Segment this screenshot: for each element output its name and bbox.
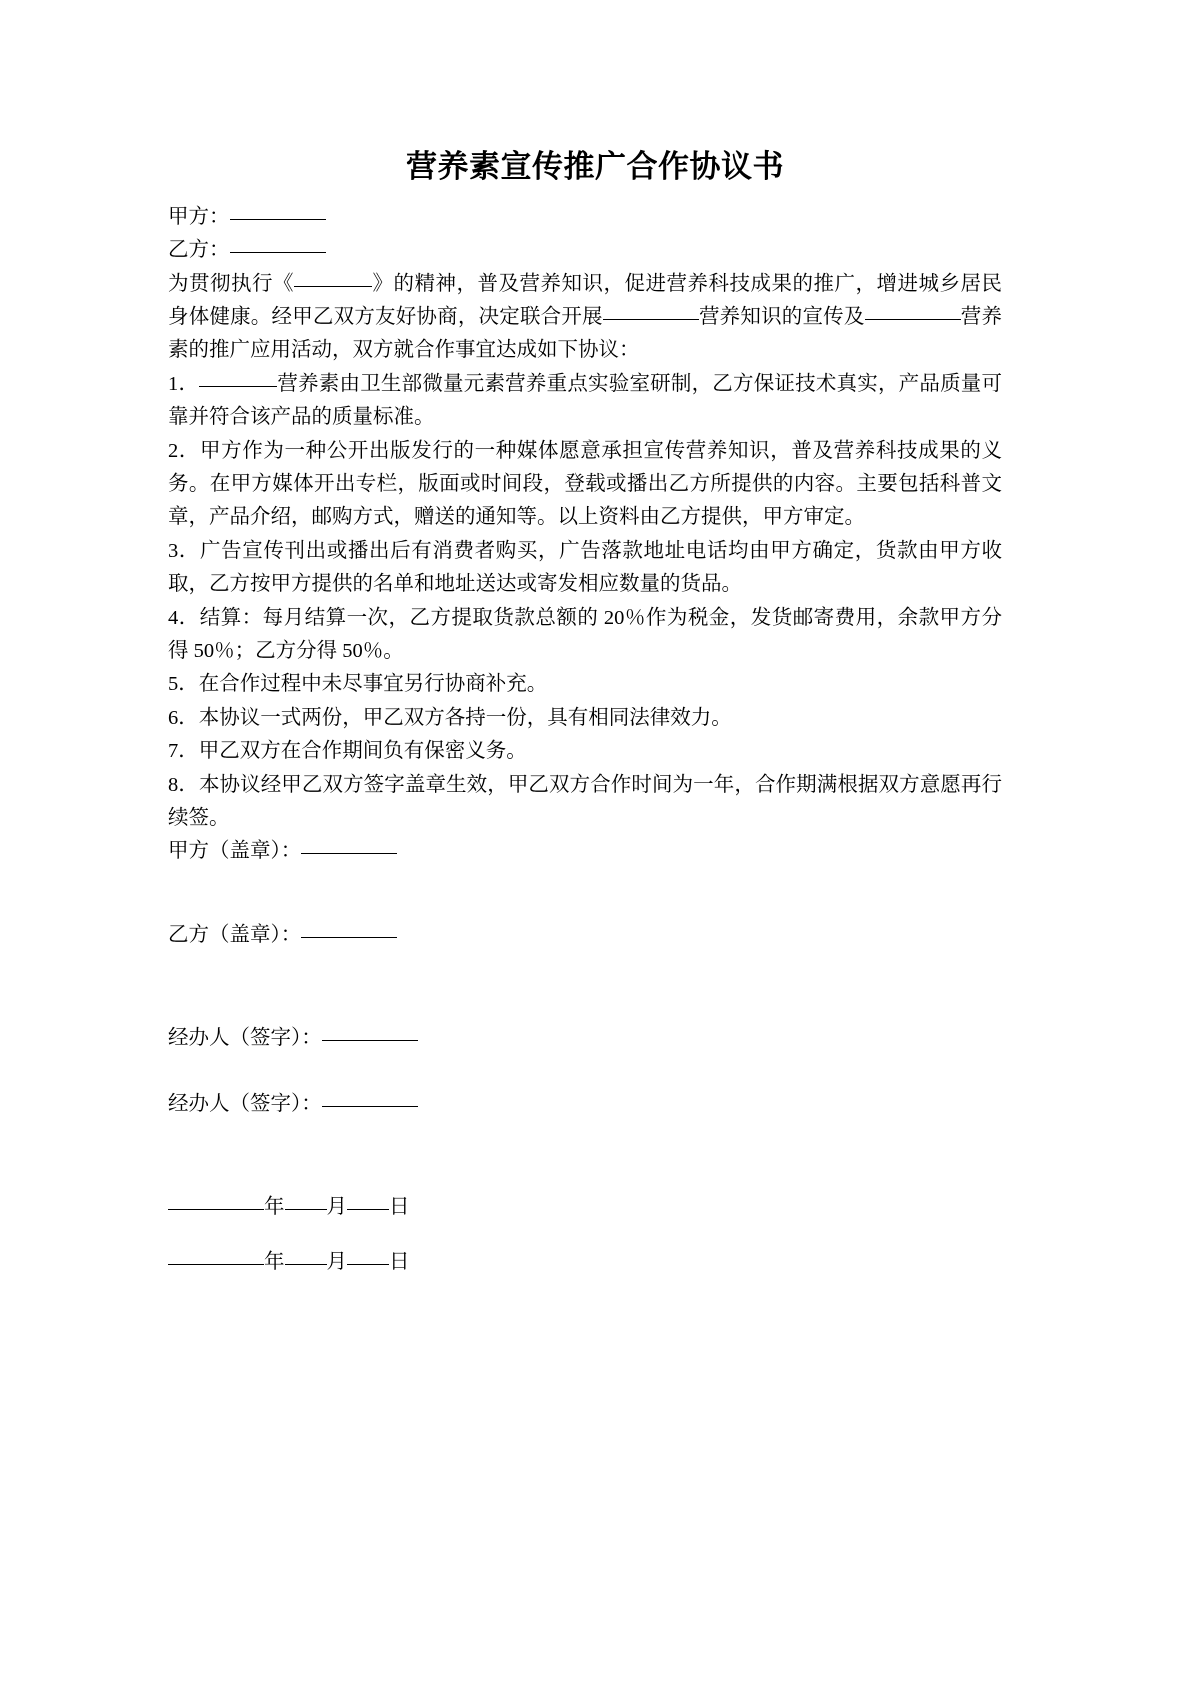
clause-1-number: 1． — [168, 372, 200, 395]
clause-4 — [168, 602, 1002, 669]
clause-1-text: 营养素由卫生部微量元素营养重点实验室研制，乙方保证技术真实，产品质量可靠并符合该产品的质量标准。 — [168, 372, 1003, 429]
handler-1-line — [168, 1022, 1002, 1055]
preamble-seg2: 》的精神，普及营养知识，促进营养科技成果的推广，增进城乡居民身体健康。经甲乙双方友好协商，决定联合开展 — [168, 272, 1002, 328]
preamble-seg3: 营养知识的宣传及 — [698, 305, 865, 328]
party-b-line — [168, 234, 1002, 267]
date-line-1 — [168, 1191, 1002, 1224]
spacer — [168, 869, 1002, 919]
clause-3 — [168, 535, 1002, 602]
clause-8-text: 本协议经甲乙双方签字盖章生效，甲乙双方合作时间为一年，合作期满根据双方意愿再行续签。 — [168, 773, 1002, 830]
clause-4-number: 4． — [168, 606, 200, 629]
party-a-label: 甲方： — [168, 205, 230, 228]
preamble-blank-regulation[interactable] — [294, 286, 372, 287]
clause-2-number: 2． — [168, 439, 200, 462]
handler-1-label: 经办人（签字）： — [168, 1027, 322, 1050]
clause-1-blank[interactable] — [199, 386, 277, 387]
clause-8 — [168, 769, 1002, 836]
clause-6-number: 6． — [168, 706, 199, 729]
clause-5-text: 在合作过程中未尽事宜另行协商补充。 — [198, 673, 548, 696]
party-a-seal-label: 甲方（盖章）： — [168, 840, 302, 863]
preamble-blank-topic[interactable] — [603, 319, 699, 320]
party-a-seal-line — [168, 835, 1002, 868]
clause-1 — [168, 368, 1002, 435]
date-1-day-char: 日 — [389, 1196, 410, 1219]
spacer — [168, 952, 1002, 1022]
document-body — [0, 187, 1190, 836]
spacer — [168, 1056, 1002, 1088]
preamble-seg1: 为贯彻执行《 — [168, 272, 294, 295]
date-2-year-blank[interactable] — [168, 1264, 264, 1265]
clause-4-text: 结算：每月结算一次，乙方提取货款总额的 20％作为税金，发货邮寄费用，余款甲方分得 50％；乙方分得 50％。 — [168, 606, 1003, 663]
date-1-year-char: 年 — [264, 1196, 285, 1219]
party-a-blank[interactable] — [230, 219, 326, 220]
clause-3-text: 广告宣传刊出或播出后有消费者购买，广告落款地址电话均由甲方确定，货款由甲方收取，乙方按甲方提供的名单和地址送达或寄发相应数量的货品。 — [168, 539, 1003, 596]
clause-7-text: 甲乙双方在合作期间负有保密义务。 — [198, 740, 527, 763]
page-title: 营养素宣传推广合作协议书 — [406, 149, 784, 184]
handler-2-blank[interactable] — [322, 1106, 418, 1107]
clause-2 — [168, 435, 1002, 535]
clause-5 — [168, 668, 1002, 701]
signature-block — [0, 835, 1190, 1278]
date-1-day-blank[interactable] — [347, 1209, 389, 1210]
clause-6-text: 本协议一式两份，甲乙双方各持一份，具有相同法律效力。 — [198, 706, 732, 729]
handler-2-line — [168, 1088, 1002, 1121]
date-1-year-blank[interactable] — [168, 1209, 264, 1210]
date-2-day-blank[interactable] — [347, 1264, 389, 1265]
spacer — [168, 1225, 1002, 1246]
clause-7-number: 7． — [168, 740, 199, 763]
date-2-day-char: 日 — [389, 1250, 410, 1273]
clause-5-number: 5． — [168, 673, 199, 696]
preamble-blank-nutrient[interactable] — [865, 319, 961, 320]
clause-7 — [168, 735, 1002, 768]
party-b-label: 乙方： — [168, 239, 230, 262]
clause-6 — [168, 702, 1002, 735]
spacer — [168, 1121, 1002, 1191]
date-2-month-char: 月 — [326, 1250, 347, 1273]
date-2-year-char: 年 — [264, 1250, 285, 1273]
date-line-2 — [168, 1246, 1002, 1279]
clause-2-text: 甲方作为一种公开出版发行的一种媒体愿意承担宣传营养知识，普及营养科技成果的义务。在甲方媒体开出专栏，版面或时间段，登载或播出乙方所提供的内容。主要包括科普文章，产品介绍，邮购方式，赠送的通知等。以上资料由乙方提供，甲方审定。 — [168, 439, 1003, 529]
clause-3-number: 3． — [168, 539, 200, 562]
party-a-seal-blank[interactable] — [301, 853, 397, 854]
handler-1-blank[interactable] — [322, 1040, 418, 1041]
party-b-seal-line — [168, 919, 1002, 952]
party-a-line — [168, 201, 1002, 234]
preamble-paragraph — [168, 268, 1002, 368]
clause-8-number: 8． — [168, 773, 199, 796]
party-b-seal-label: 乙方（盖章）： — [168, 923, 302, 946]
handler-2-label: 经办人（签字）： — [168, 1092, 322, 1115]
date-1-month-blank[interactable] — [285, 1209, 327, 1210]
party-b-seal-blank[interactable] — [301, 937, 397, 938]
preamble-seg4: 营养素的推广应用活动，双方就合作事宜达成如下协议： — [168, 305, 1002, 362]
party-b-blank[interactable] — [230, 252, 326, 253]
date-2-month-blank[interactable] — [285, 1264, 327, 1265]
date-1-month-char: 月 — [326, 1196, 347, 1219]
